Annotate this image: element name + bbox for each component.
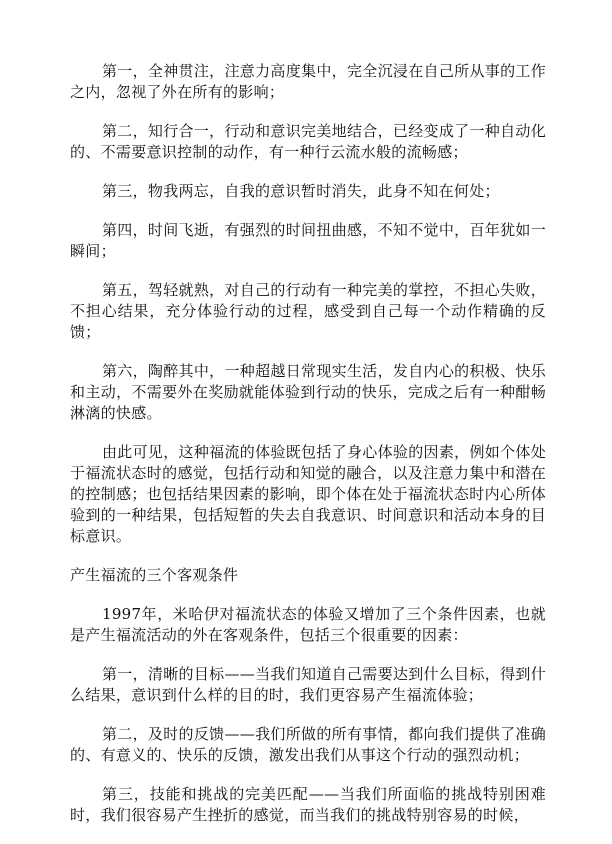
paragraph-clear-goal: 第一，清晰的目标——当我们知道自己需要达到什么目标，得到什么结果，意识到什么样的目的时，我们更容易产生福流体验； bbox=[70, 665, 546, 704]
paragraph-condition-6: 第六，陶醉其中，一种超越日常现实生活，发自内心的积极、快乐和主动，不需要外在奖励就能体验到行动的快乐，完成之后有一种酣畅淋漓的快感。 bbox=[70, 362, 546, 422]
paragraph-condition-2: 第二，知行合一，行动和意识完美地结合，已经变成了一种自动化的、不需要意识控制的动作，有一种行云流水般的流畅感； bbox=[70, 122, 546, 161]
paragraph-intro-1997: 1997年，米哈伊对福流状态的体验又增加了三个条件因素，也就是产生福流活动的外在客观条件，包括三个很重要的因素： bbox=[70, 605, 546, 644]
paragraph-condition-4: 第四，时间飞逝，有强烈的时间扭曲感，不知不觉中，百年犹如一瞬间； bbox=[70, 221, 546, 260]
paragraph-condition-3: 第三，物我两忘，自我的意识暂时消失，此身不知在何处； bbox=[102, 182, 500, 200]
document-body bbox=[70, 61, 546, 844]
paragraph-condition-5: 第五，驾轻就熟，对自己的行动有一种完美的掌控，不担心失败，不担心结果，充分体验行动的过程，感受到自己每一个动作精确的反馈； bbox=[70, 281, 546, 341]
paragraph-timely-feedback: 第二，及时的反馈——我们所做的所有事情，都向我们提供了准确的、有意义的、快乐的反馈，激发出我们从事这个行动的强烈动机； bbox=[70, 725, 546, 764]
section-heading: 产生福流的三个客观条件 bbox=[70, 566, 239, 584]
paragraph-summary: 由此可见，这种福流的体验既包括了身心体验的因素，例如个体处于福流状态时的感觉，包括行动和知觉的融合，以及注意力集中和潜在的控制感；也包括结果因素的影响，即个体在处于福流状态时内心所体验到的一种结果，包括短暂的失去自我意识、时间意识和活动本身的目标意识。 bbox=[70, 443, 546, 545]
paragraph-skill-challenge-match: 第三，技能和挑战的完美匹配——当我们所面临的挑战特别困难时，我们很容易产生挫折的感觉，而当我们的挑战特别容易的时候， bbox=[70, 785, 546, 824]
paragraph-condition-1: 第一，全神贯注，注意力高度集中，完全沉浸在自己所从事的工作之内，忽视了外在所有的影响； bbox=[70, 62, 546, 101]
